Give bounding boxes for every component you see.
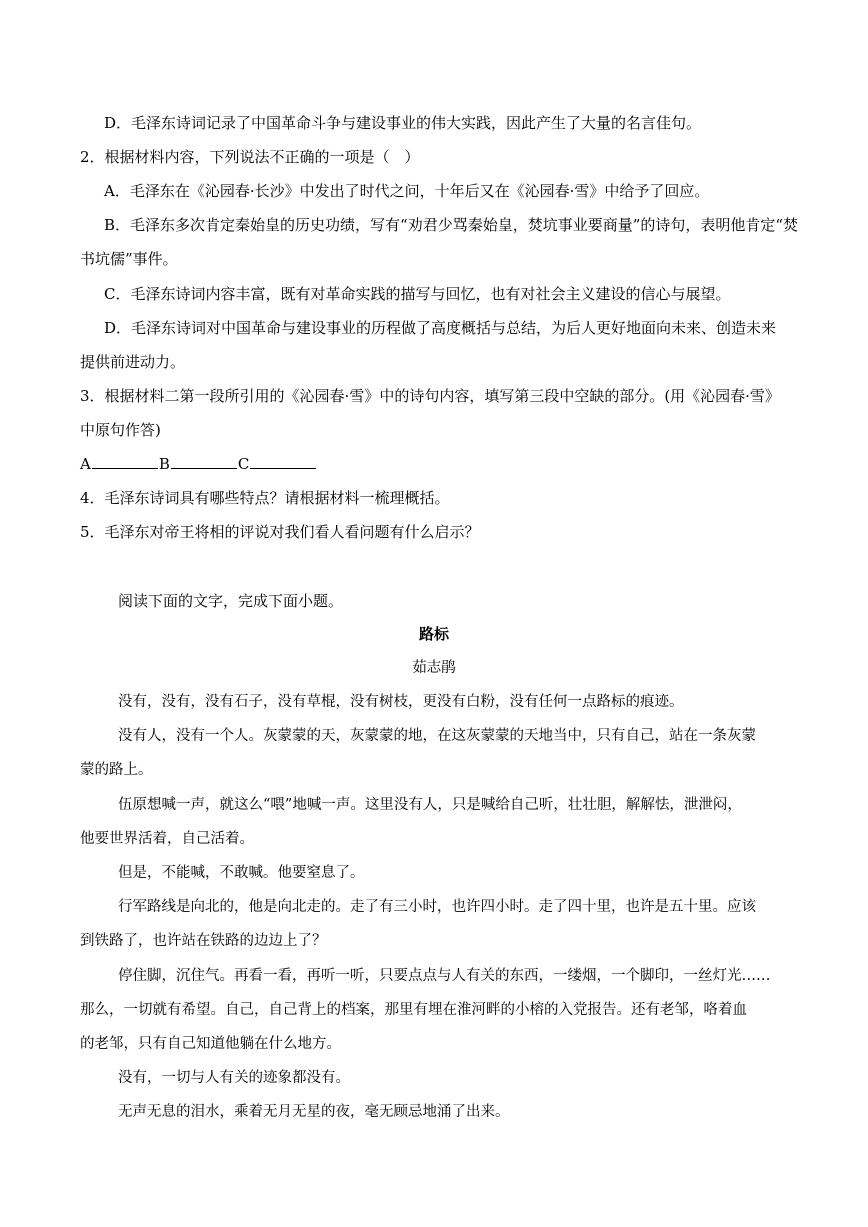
blank-b-label: B — [158, 455, 170, 473]
q3-stem-line2: 中原句作答) — [80, 421, 161, 439]
story-paragraph-7: 没有，一切与人有关的迹象都没有。 — [118, 1070, 350, 1086]
blank-b-line[interactable] — [171, 454, 237, 469]
q2-option-a: A．毛泽东在《沁园春·长沙》中发出了时代之问，十年后又在《沁园春·雪》中给予了回应。 — [104, 182, 710, 200]
blank-c-label: C — [237, 455, 250, 473]
story-paragraph-5-line2: 到铁路了，也许站在铁路的边边上了？ — [80, 933, 327, 949]
story-author: 茹志鹃 — [412, 660, 456, 676]
story-paragraph-6-line3: 的老邹，只有自己知道他躺在什么地方。 — [80, 1036, 341, 1052]
q2-option-b-line1: B．毛泽东多次肯定秦始皇的历史功绩，写有“劝君少骂秦始皇，焚坑事业要商量”的诗句，表明他肯定“焚 — [104, 216, 799, 234]
story-paragraph-5-line1: 行军路线是向北的，他是向北走的。走了有三小时，也许四小时。走了四十里，也许是五十里。应该 — [118, 899, 756, 915]
story-paragraph-6-line1: 停住脚，沉住气。再看一看，再听一听，只要点点与人有关的东西，一缕烟，一个脚印，一丝灯光…… — [118, 968, 771, 984]
q3-stem-line1: 3．根据材料二第一段所引用的《沁园春·雪》中的诗句内容，填写第三段中空缺的部分。(用《沁园春·雪》 — [80, 387, 780, 405]
story-paragraph-4: 但是，不能喊，不敢喊。他要窒息了。 — [118, 865, 365, 881]
q2-option-b-line2: 书坑儒”事件。 — [80, 250, 178, 268]
story-paragraph-3-line1: 伍原想喊一声，就这么“喂”地喊一声。这里没有人，只是喊给自己听，壮壮胆，解解怯，泄泄闷， — [118, 797, 742, 813]
q2-option-c: C．毛泽东诗词内容丰富，既有对革命实践的描写与回忆，也有对社会主义建设的信心与展望。 — [104, 285, 731, 303]
blank-c-line[interactable] — [250, 454, 316, 469]
story-paragraph-6-line2: 那么，一切就有希望。自己，自己背上的档案，那里有埋在淮河畔的小榕的入党报告。还有老邹，咯着血 — [80, 1002, 747, 1018]
q2-stem: 2．根据材料内容，下列说法不正确的一项是（ ） — [80, 148, 420, 166]
q1-option-d: D．毛泽东诗词记录了中国革命斗争与建设事业的伟大实践，因此产生了大量的名言佳句。 — [104, 114, 702, 132]
blank-a-label: A — [80, 455, 91, 473]
story-paragraph-8: 无声无息的泪水，乘着无月无星的夜，毫无顾忌地涌了出来。 — [118, 1104, 510, 1120]
blank-a-line[interactable] — [92, 454, 158, 469]
story-paragraph-1: 没有，没有，没有石子，没有草棍，没有树枝，更没有白粉，没有任何一点路标的痕迹。 — [118, 694, 684, 710]
story-paragraph-2-line2: 蒙的路上。 — [80, 762, 153, 778]
q5-stem: 5．毛泽东对帝王将相的评说对我们看人看问题有什么启示？ — [80, 523, 480, 541]
q4-stem: 4．毛泽东诗词具有哪些特点？请根据材料一梳理概括。 — [80, 489, 450, 507]
story-paragraph-2-line1: 没有人，没有一个人。灰蒙蒙的天，灰蒙蒙的地，在这灰蒙蒙的天地当中，只有自己，站在一条灰蒙 — [118, 728, 756, 744]
story-title: 路标 — [418, 625, 449, 643]
q2-option-d-line2: 提供前进动力。 — [80, 353, 186, 371]
story-paragraph-3-line2: 他要世界活着，自己活着。 — [80, 831, 254, 847]
reading-instruction: 阅读下面的文字，完成下面小题。 — [118, 592, 344, 610]
q2-option-d-line1: D．毛泽东诗词对中国革命与建设事业的历程做了高度概括与总结，为后人更好地面向未来、创造未来 — [104, 319, 777, 337]
q3-answer-blanks — [80, 454, 317, 474]
